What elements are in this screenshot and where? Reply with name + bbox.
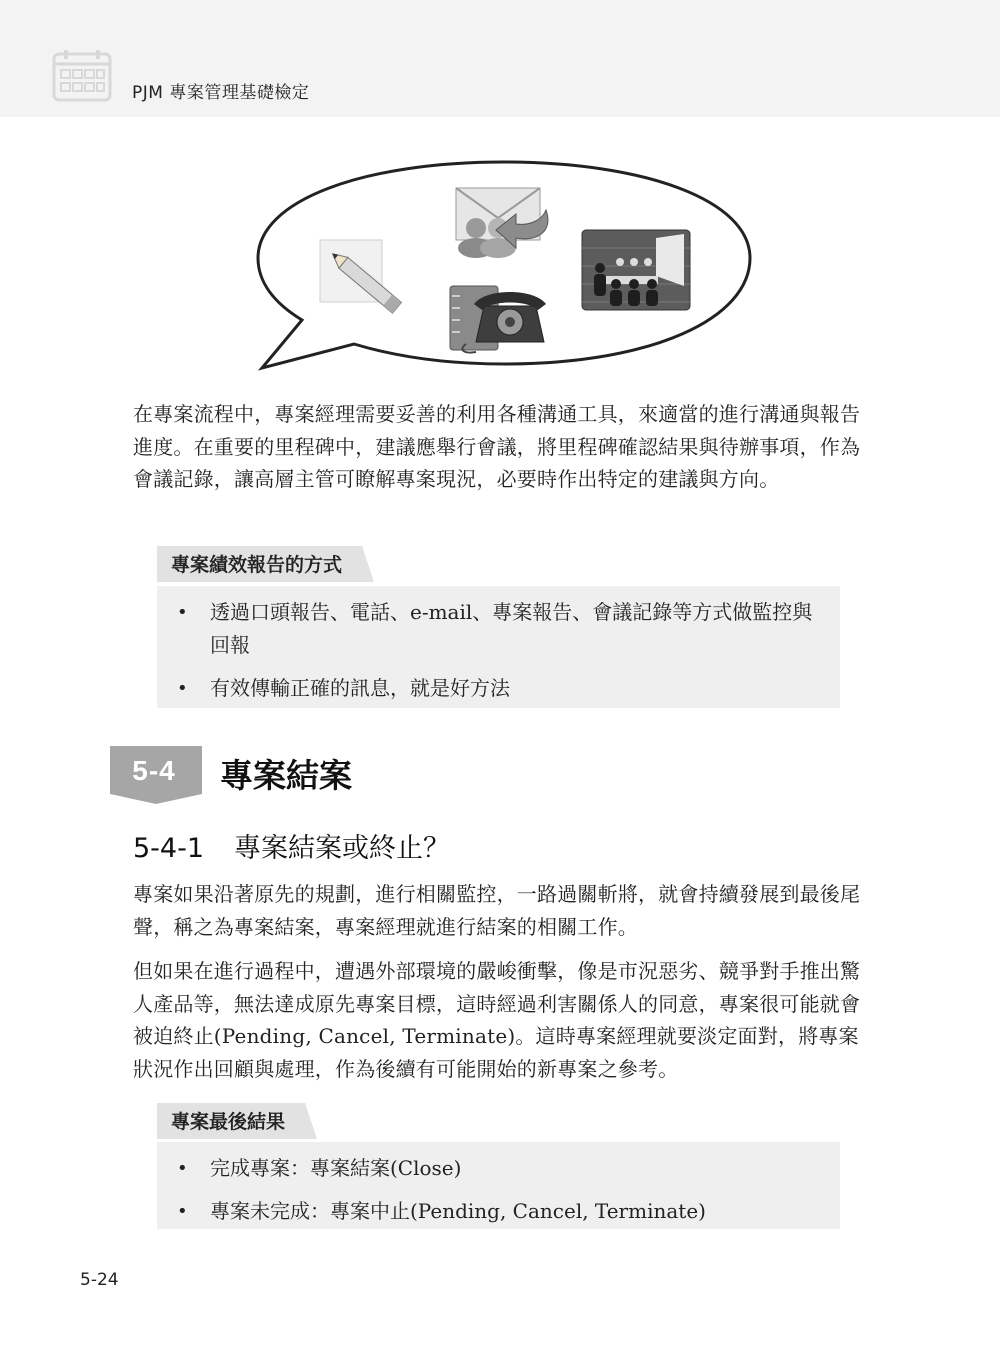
final-results-heading: 專案最後結果 [157,1103,305,1139]
report-methods-box [157,586,840,708]
list-item [177,596,820,662]
subsection-number: 5-4-1 [133,833,205,864]
list-item-text: 專案未完成：專案中止(Pending, Cancel, Terminate) [210,1199,706,1223]
section-number: 5-4 [132,755,176,786]
closing-paragraph-2: 但如果在進行過程中，遭遇外部環境的嚴峻衝擊，像是市況惡劣、競爭對手推出驚人產品等，無法達成原先專案目標，這時經過利害關係人的同意，專案很可能就會被迫終止(Pending, Cancel, Terminate)。這時專案經理就要淡定面對，將專案狀況作出回顧與處理，作為後續有可能開始的新專案之參考。 [133,959,861,1081]
list-item-text: 完成專案：專案結案(Close) [210,1156,462,1180]
section-title: 專案結案 [220,756,352,795]
bullet-icon: • [177,602,188,623]
report-methods-heading: 專案績效報告的方式 [157,546,362,582]
list-item-text: 透過口頭報告、電話、e-mail、專案報告、會議記錄等方式做監控與回報 [210,600,813,657]
bullet-icon: • [177,1201,188,1222]
book-title: PJM 專案管理基礎檢定 [132,83,310,103]
calendar-icon [52,50,112,102]
list-item-text: 有效傳輸正確的訊息，就是好方法 [210,676,510,700]
communication-illustration [254,158,754,373]
bullet-icon: • [177,1158,188,1179]
list-item [177,1195,820,1228]
list-item [177,672,820,705]
subsection-heading [133,826,450,865]
bullet-icon: • [177,678,188,699]
page-header [0,0,1000,117]
meeting-presentation-icon [582,230,690,310]
list-item [177,1152,820,1185]
page-number: 5-24 [80,1270,119,1290]
closing-paragraph-1: 專案如果沿著原先的規劃，進行相關監控，一路過關斬將，就會持續發展到最後尾聲，稱之為專案結案，專案經理就進行結案的相關工作。 [133,882,861,939]
final-results-box [157,1142,840,1229]
intro-paragraph: 在專案流程中，專案經理需要妥善的利用各種溝通工具，來適當的進行溝通與報告進度。在重要的里程碑中，建議應舉行會議，將里程碑確認結果與待辦事項，作為會議記錄，讓高層主管可瞭解專案現況，必要時作出特定的建議與方向。 [133,402,861,491]
subsection-title: 專案結案或終止？ [234,833,451,864]
